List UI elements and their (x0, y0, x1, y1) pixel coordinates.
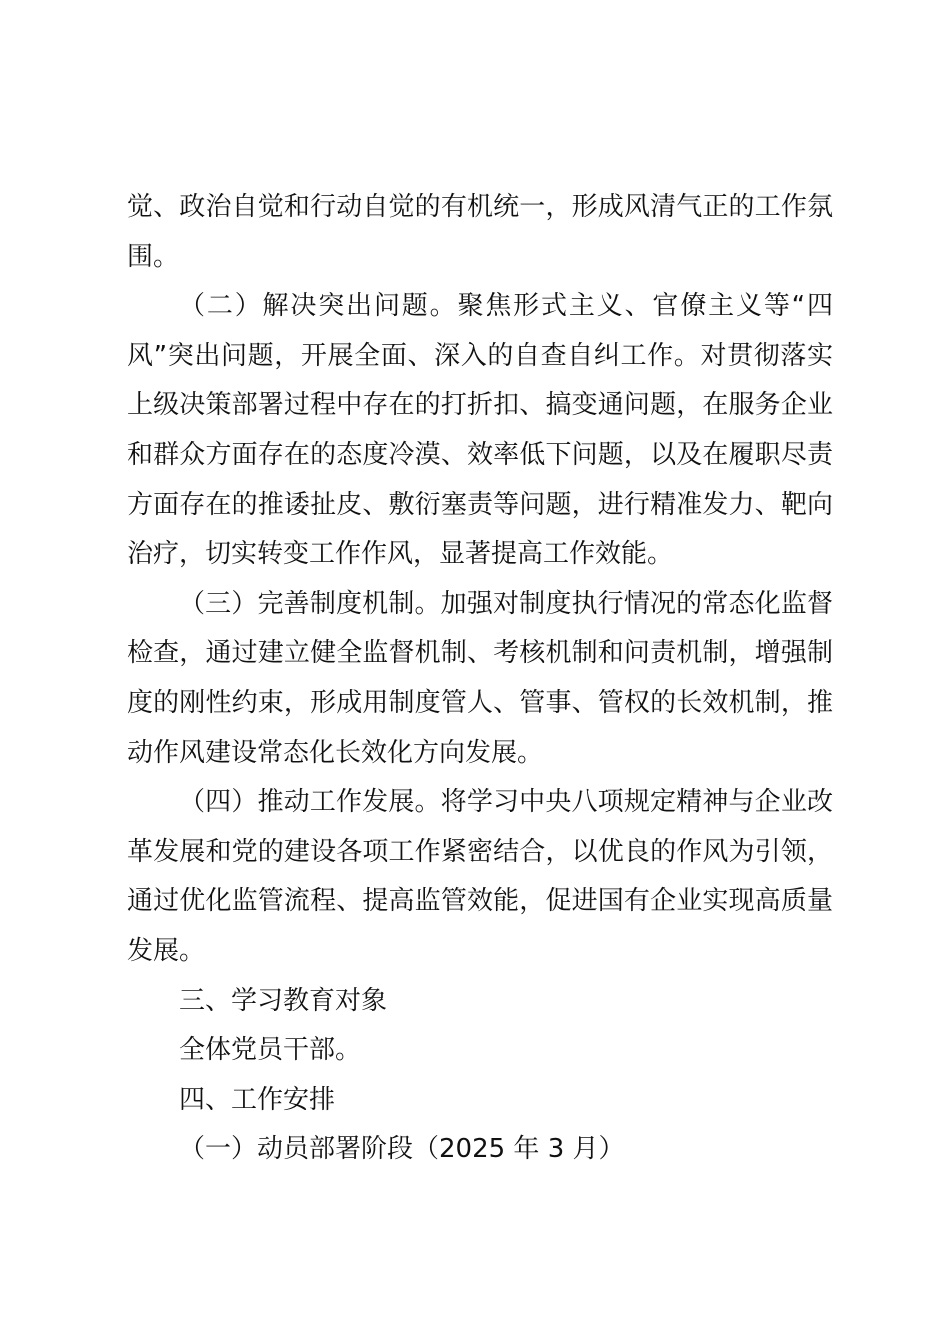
paragraph-line: 通过优化监管流程、提高监管效能，促进国有企业实现高质量 (127, 886, 833, 917)
section-3-line: （三）完善制度机制。加强对制度执行情况的常态化监督 (179, 588, 833, 619)
heading-study-target: 三、学习教育对象 (179, 985, 388, 1016)
document-body (127, 183, 833, 1175)
phase-1-heading: （一）动员部署阶段（2025 年 3 月） (179, 1134, 625, 1165)
paragraph-line: 上级决策部署过程中存在的打折扣、搞变通问题，在服务企业 (127, 390, 833, 421)
paragraph-line: 发展。 (127, 935, 206, 966)
study-target-text: 全体党员干部。 (179, 1035, 362, 1066)
paragraph-line: 检查，通过建立健全监督机制、考核机制和问责机制，增强制 (127, 638, 833, 669)
paragraph-line: 革发展和党的建设各项工作紧密结合，以优良的作风为引领， (127, 836, 833, 867)
paragraph-line: 动作风建设常态化长效化方向发展。 (127, 737, 544, 768)
paragraph-line: 觉、政治自觉和行动自觉的有机统一，形成风清气正的工作氛 (127, 192, 833, 222)
paragraph-line: 方面存在的推诿扯皮、敷衍塞责等问题，进行精准发力、靶向 (127, 489, 833, 520)
heading-work-arrangement: 四、工作安排 (179, 1084, 336, 1115)
paragraph-line: 度的刚性约束，形成用制度管人、管事、管权的长效机制，推 (127, 687, 833, 718)
paragraph-line: 围。 (127, 241, 180, 272)
paragraph-line: 和群众方面存在的态度冷漠、效率低下问题，以及在履职尽责 (127, 439, 833, 470)
paragraph-line: 风”突出问题，开展全面、深入的自查自纠工作。对贯彻落实 (127, 340, 833, 371)
section-4-line: （四）推动工作发展。将学习中央八项规定精神与企业改 (179, 787, 833, 818)
paragraph-line: 治疗，切实转变工作作风，显著提高工作效能。 (127, 539, 674, 570)
section-2-line: （二）解决突出问题。聚焦形式主义、官僚主义等“四 (179, 291, 833, 322)
